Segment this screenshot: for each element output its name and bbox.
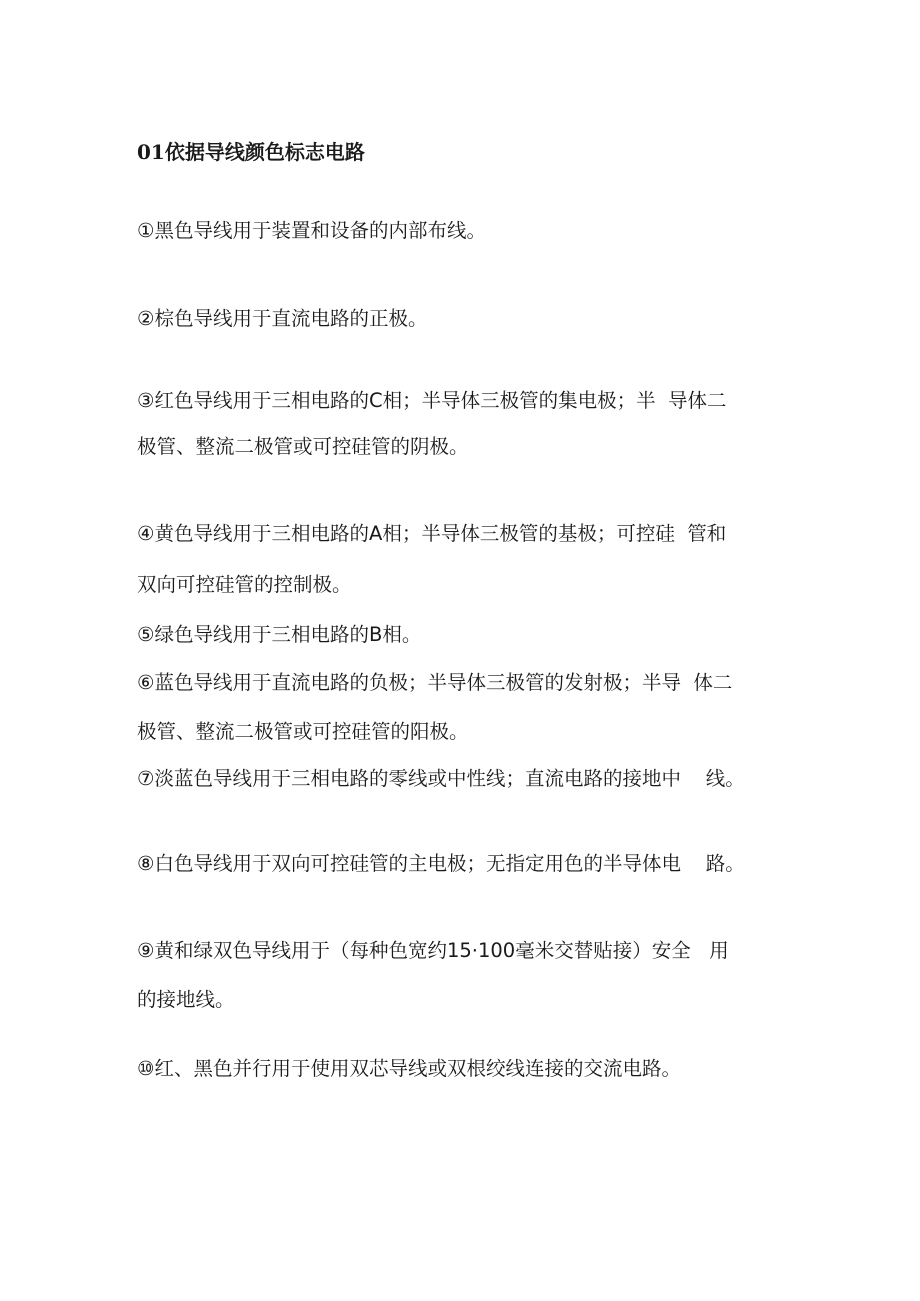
text-line-yellow-wire: ④黄色导线用于三相电路的A相；半导体三极管的基极；可控硅 管和 — [137, 522, 727, 545]
text-line-light-blue-wire: ⑦淡蓝色导线用于三相电路的零线或中性线；直流电路的接地中 线。 — [137, 767, 745, 790]
text-line-blue-wire-cont: 极管、整流二极管或可控硅管的阳极。 — [137, 720, 469, 743]
text-line-brown-wire: ②棕色导线用于直流电路的正极。 — [137, 307, 428, 330]
text-line-red-wire: ③红色导线用于三相电路的C相；半导体三极管的集电极；半 导体二 — [137, 389, 727, 412]
document-title: 01依据导线颜色标志电路 — [137, 140, 365, 164]
text-line-blue-wire: ⑥蓝色导线用于直流电路的负极；半导体三极管的发射极；半导 体二 — [137, 671, 733, 694]
text-line-yellow-wire-cont: 双向可控硅管的控制极。 — [137, 573, 352, 596]
text-line-black-wire: ①黑色导线用于装置和设备的内部布线。 — [137, 219, 486, 242]
text-line-red-wire-cont: 极管、整流二极管或可控硅管的阴极。 — [137, 435, 469, 458]
text-line-green-wire: ⑤绿色导线用于三相电路的B相。 — [137, 623, 422, 646]
text-line-white-wire: ⑧白色导线用于双向可控硅管的主电极；无指定用色的半导体电 路。 — [137, 852, 745, 875]
text-line-yellow-green-wire: ⑨黄和绿双色导线用于（每种色宽约15·100毫米交替贴接）安全 用 — [137, 939, 729, 962]
text-line-yellow-green-wire-cont: 的接地线。 — [137, 988, 235, 1011]
text-line-red-black-wire: ⑩红、黑色并行用于使用双芯导线或双根绞线连接的交流电路。 — [137, 1057, 681, 1080]
